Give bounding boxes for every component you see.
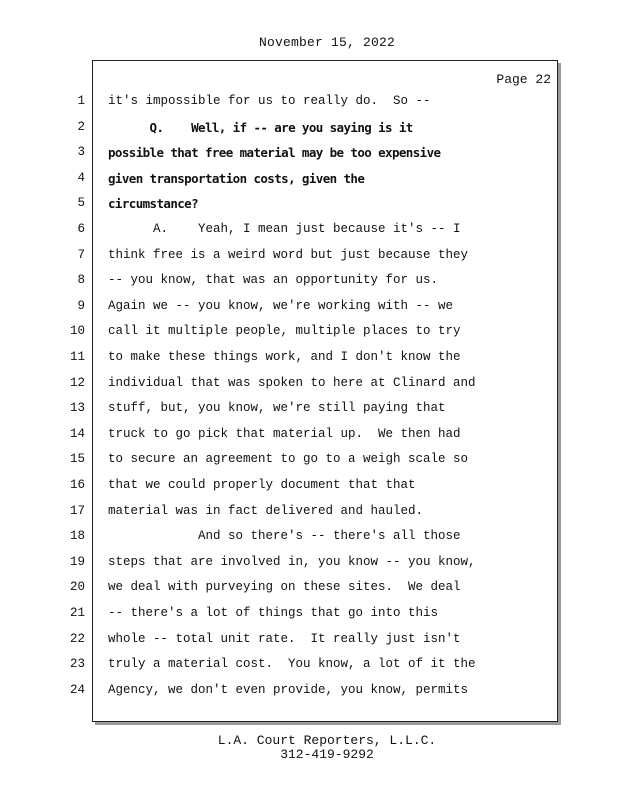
page-number: Page 22 [496, 72, 551, 87]
transcript-line [69, 503, 557, 523]
line-number: 12 [69, 375, 85, 390]
line-number: 3 [77, 145, 85, 160]
transcript-line [77, 298, 557, 318]
transcript-line [77, 247, 557, 267]
transcript-line [77, 221, 557, 241]
line-number: 8 [77, 273, 85, 288]
line-text: Q. Well, if -- are you saying is it [108, 119, 413, 135]
transcript-line [77, 119, 557, 139]
transcript-line [69, 349, 557, 369]
transcript-line [69, 579, 557, 599]
line-number: 18 [69, 529, 85, 544]
line-text: A. Yeah, I mean just because it's -- I [108, 222, 461, 236]
line-number: 17 [69, 503, 85, 518]
line-number: 24 [69, 682, 85, 697]
line-number: 6 [77, 222, 85, 236]
line-number: 4 [77, 170, 85, 185]
line-text: steps that are involved in, you know -- you know, [108, 554, 476, 569]
line-text: truly a material cost. You know, a lot of it the [108, 657, 476, 672]
line-number: 1 [77, 94, 85, 108]
line-number: 21 [69, 606, 85, 620]
line-text: Again we -- you know, we're working with -- we [108, 298, 454, 313]
line-number: 11 [69, 350, 85, 364]
line-number: 20 [69, 580, 85, 595]
line-text: call it multiple people, multiple places to try [108, 324, 461, 339]
transcript-line [77, 272, 557, 292]
transcript-line [69, 605, 557, 625]
line-number: 5 [77, 196, 85, 211]
line-number: 14 [69, 426, 85, 441]
line-text: individual that was spoken to here at Clinard and [108, 375, 476, 390]
line-text: circumstance? [108, 196, 199, 212]
line-number: 10 [69, 324, 85, 339]
transcript-line [69, 375, 557, 395]
transcript-line [77, 144, 557, 164]
line-text: stuff, but, you know, we're still paying that [108, 401, 446, 416]
transcript-line [69, 477, 557, 497]
line-text: truck to go pick that material up. We then had [108, 426, 461, 441]
line-text: possible that free material may be too expensive [108, 145, 441, 161]
transcript-line [69, 323, 557, 343]
line-text: material was in fact delivered and hauled. [108, 503, 424, 518]
line-text: that we could properly document that that [108, 478, 416, 492]
line-text: -- you know, that was an opportunity for us. [108, 273, 439, 288]
line-number: 2 [77, 119, 85, 134]
line-text: to secure an agreement to go to a weigh scale so [108, 452, 469, 467]
transcript-line [69, 631, 557, 651]
line-number: 9 [77, 298, 85, 313]
transcript-line [77, 93, 557, 113]
transcript-line [69, 400, 557, 420]
line-number: 22 [69, 631, 85, 646]
header-date: November 15, 2022 [258, 35, 396, 50]
transcript-line [77, 195, 557, 215]
line-number: 16 [69, 478, 85, 492]
line-number: 19 [69, 554, 85, 569]
line-text: -- there's a lot of things that go into this [108, 606, 439, 620]
line-text: given transportation costs, given the [108, 170, 365, 186]
transcript-line [69, 426, 557, 446]
line-text: Agency, we don't even provide, you know, permits [108, 682, 469, 697]
line-text: to make these things work, and I don't know the [108, 350, 461, 364]
transcript-line [69, 656, 557, 676]
line-number: 13 [69, 401, 85, 416]
transcript-page [69, 60, 558, 722]
transcript-line [69, 451, 557, 471]
line-number: 7 [77, 247, 85, 262]
transcript-line [69, 682, 557, 702]
line-number: 15 [69, 452, 85, 467]
transcript-line [77, 170, 557, 190]
line-text: we deal with purveying on these sites. We deal [108, 580, 461, 595]
line-text: And so there's -- there's all those [108, 529, 461, 544]
line-text: whole -- total unit rate. It really just isn't [108, 631, 461, 646]
transcript-line [69, 528, 557, 548]
line-text: it's impossible for us to really do. So -- [108, 94, 431, 108]
transcript-line [69, 554, 557, 574]
line-number: 23 [69, 657, 85, 672]
line-text: think free is a weird word but just because they [108, 247, 469, 262]
footer-company: L.A. Court Reporters, L.L.C. [217, 733, 437, 748]
footer-phone: 312-419-9292 [280, 747, 374, 762]
